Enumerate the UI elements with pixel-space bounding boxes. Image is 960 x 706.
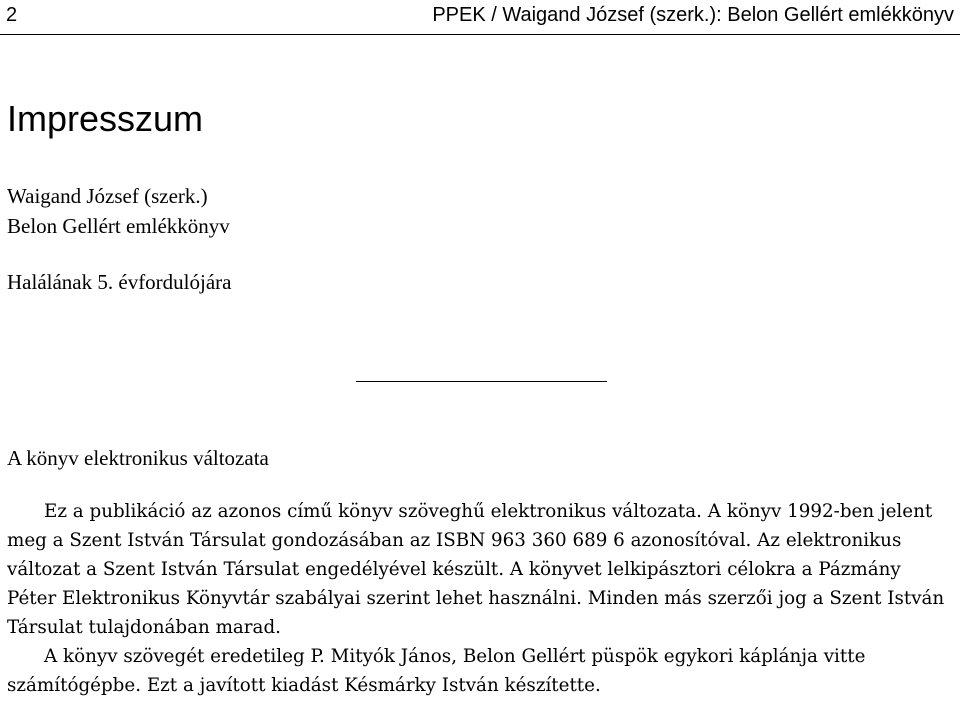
section-heading: A könyv elektronikus változata [7,446,269,470]
book-title: Belon Gellért emlékkönyv [7,214,230,238]
page-title: Impresszum [7,98,204,139]
separator-rule [356,381,607,382]
page-number: 2 [6,4,18,26]
running-title: PPEK / Waigand József (szerk.): Belon Gellért emlékkönyv [432,4,954,26]
book-dedication: Halálának 5. évfordulójára [7,270,232,294]
paragraph-1: Ez a publikáció az azonos című könyv szöveghű elektronikus változata. A könyv 1992-ben jelent meg a Szent István Társulat gondozásában az ISBN 963 360 689 6 azonosítóval. Az elektronikus változat a Szent István Társulat engedélyével készült. A könyvet lelkipásztori célokra a Pázmány Péter Elektronikus Könyvtár szabályai szerint lehet használni. Minden más szerzői jog a Szent István Társulat tulajdonában marad. [7,501,945,638]
body-text [7,497,953,700]
paragraph-2: A könyv szövegét eredetileg P. Mityók János, Belon Gellért püspök egykori káplánja vitte számítógépbe. Ezt a javított kiadást Késmárky István készítette. [7,646,866,696]
book-editor: Waigand József (szerk.) [7,184,208,208]
page-header [0,0,960,35]
